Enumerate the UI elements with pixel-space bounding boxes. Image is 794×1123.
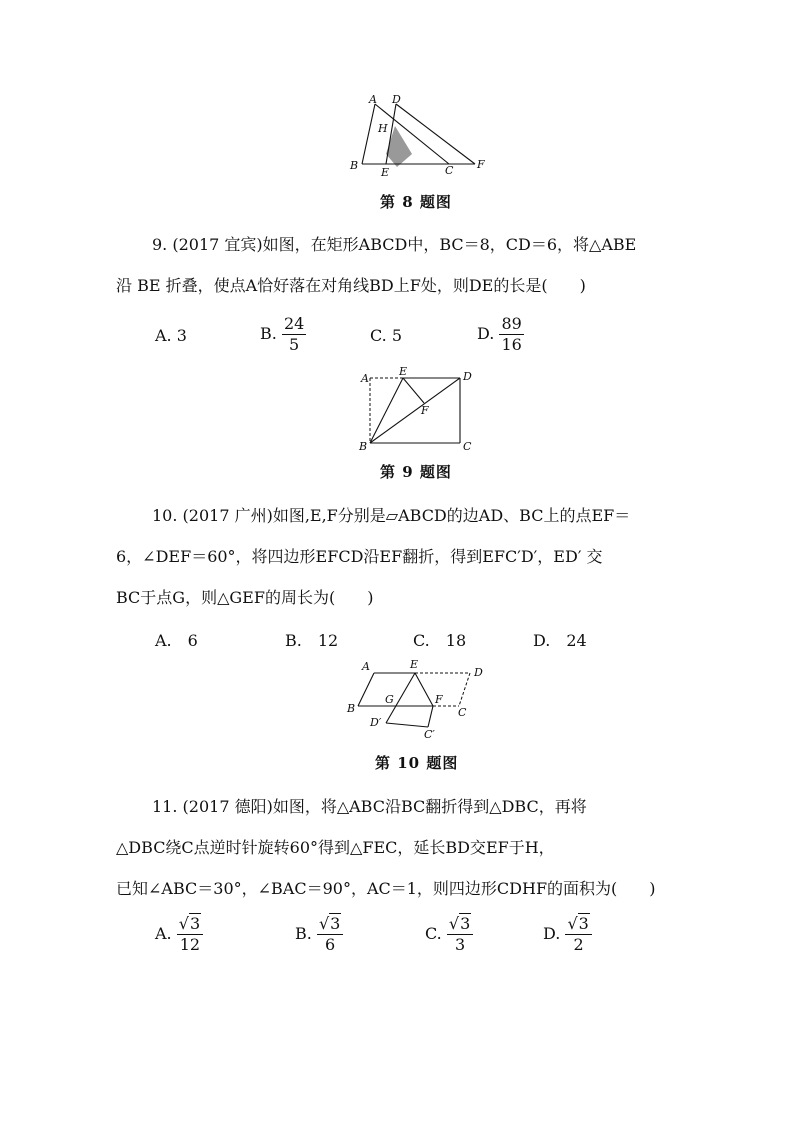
label-G: G xyxy=(385,693,394,706)
label-E: E xyxy=(410,658,419,671)
q11-option-d: D. $\frac{√3}{2}$ xyxy=(543,914,592,955)
q11-option-a: A. $\frac{√3}{12}$ xyxy=(155,914,203,955)
q9-line2: 沿 BE 折叠，使点A恰好落在对角线BD上F处，则DE的长是( ) xyxy=(116,276,586,295)
q10-line2: 6，∠DEF＝60°，将四边形EFCD沿EF翻折，得到EFC′D′，ED′ 交 xyxy=(116,547,603,566)
figure-10 xyxy=(340,656,490,740)
label-B: B xyxy=(350,159,359,172)
label-B: B xyxy=(347,702,356,715)
figure-9 xyxy=(355,364,480,454)
q9-line1: 9. (2017 宜宾)如图，在矩形ABCD中，BC＝8，CD＝6，将△ABE xyxy=(152,235,637,254)
label-A: A xyxy=(369,94,377,106)
label-B: B xyxy=(359,440,368,453)
label-D: D xyxy=(474,666,483,679)
figure-8 xyxy=(340,94,490,180)
label-F: F xyxy=(435,693,443,706)
label-C: C xyxy=(463,440,472,453)
label-C: C xyxy=(458,706,467,719)
figure-9-caption: 第 9 题图 xyxy=(380,463,452,481)
q10-option-c: C. 18 xyxy=(413,631,467,650)
q11-option-b: B. $\frac{√3}{6}$ xyxy=(295,914,343,955)
q10-line3: BC于点G，则△GEF的周长为( ) xyxy=(116,588,374,607)
figure-8-caption: 第 8 题图 xyxy=(380,193,452,211)
label-C-prime: C′ xyxy=(424,728,435,740)
label-E: E xyxy=(381,166,390,179)
q10-option-a: A. 6 xyxy=(155,631,198,650)
label-D: D xyxy=(392,94,401,106)
label-D-prime: D′ xyxy=(370,716,382,729)
q10-option-d: D. 24 xyxy=(533,631,587,650)
q11-line1: 11. (2017 德阳)如图，将△ABC沿BC翻折得到△DBC，再将 xyxy=(152,797,587,816)
q10-line1: 10. (2017 广州)如图,E,F分别是▱ABCD的边AD、BC上的点EF＝ xyxy=(152,506,631,525)
label-F: F xyxy=(421,404,429,417)
q10-option-b: B. 12 xyxy=(285,631,339,650)
q9-option-c: C. 5 xyxy=(370,326,403,345)
q9-option-d: D. $\frac{89}{16}$ xyxy=(477,314,522,354)
label-F: F xyxy=(477,158,485,171)
shaded-triangle xyxy=(386,154,412,167)
label-A: A xyxy=(362,660,370,673)
q9-option-b: B. $\frac{24}{5}$ xyxy=(260,314,305,354)
label-C: C xyxy=(445,164,454,177)
label-D: D xyxy=(463,370,472,383)
label-E: E xyxy=(399,365,408,378)
figure-10-caption: 第 10 题图 xyxy=(375,754,459,772)
label-A: A xyxy=(361,372,369,385)
q11-line3: 已知∠ABC＝30°，∠BAC＝90°，AC＝1，则四边形CDHF的面积为( ) xyxy=(116,879,656,898)
q11-line2: △DBC绕C点逆时针旋转60°得到△FEC，延长BD交EF于H， xyxy=(116,838,555,857)
q9-option-a: A. 3 xyxy=(155,326,187,345)
q11-option-c: C. $\frac{√3}{3}$ xyxy=(425,914,473,955)
label-H: H xyxy=(378,122,388,135)
